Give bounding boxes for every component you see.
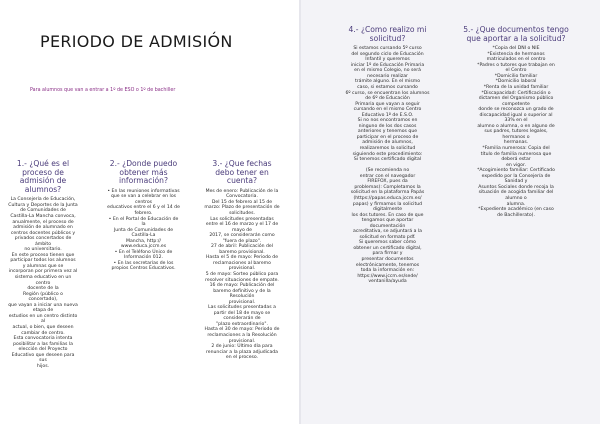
section-text-line: *Expediente académico (en caso (478, 207, 554, 213)
section-text-line: entrar con el navegador (359, 173, 416, 179)
section-text-line: Asuntos Sociales donde recoja la (478, 184, 554, 190)
section-text-line: 33% en el (504, 118, 528, 124)
section-text-line: Infantil y queremos (365, 57, 410, 63)
section-text-line: considerarán de (223, 316, 261, 322)
section-text-line: reclamaciones a la Resolución (207, 333, 277, 338)
section-text-line: situación de acogida familiar del (478, 190, 554, 196)
section-text-line: 6º curso, se encuentran los alumnos (345, 90, 430, 96)
section-text-line: *Discapacidad: Certificación o (481, 90, 551, 96)
section-text-line: el Centro (505, 68, 527, 74)
section-text-line: Castilla-La (131, 233, 156, 239)
section-more-information (107, 160, 180, 272)
section-text-line: propios Centros Educativos. (111, 266, 176, 272)
section-text-line: matriculados en el centro (486, 57, 546, 63)
section-text-line: *Familia numerosa: Copia del (482, 146, 550, 152)
section-text-line: y alumnas que se (22, 263, 64, 269)
section-text-line: trámite alguno. En el mismo (354, 79, 421, 85)
section-text-line: *Domicilio familiar (494, 73, 538, 79)
section-text-line: 5 de mayo: Sorteo público para (205, 271, 279, 277)
section-text-line: 2 de junio: Último día para (211, 344, 273, 350)
section-text-line: problemas): Completamos la (354, 184, 421, 190)
section-text-line: Mes de enero: Publicación de la (205, 188, 279, 194)
section-heading: 3.- ¿Que fechas debo tener en cuenta? (212, 159, 272, 186)
section-text-line: docente de la (27, 286, 59, 292)
section-text-line: Castilla-La Mancha convoca, (10, 214, 76, 220)
section-text-line: provisional. (228, 338, 256, 344)
section-text-line: • En las secretarías de los (113, 260, 174, 266)
section-text-line: alumno o alumna, o en alguno de (477, 123, 555, 129)
section-text-line: electrónicamente, tenemos (355, 262, 420, 268)
section-text-line: hermanas. (503, 140, 529, 146)
section-text-line: etapa de (32, 308, 54, 314)
section-text-line: posibilitar a las familias la (13, 341, 73, 347)
section-text-line: documentación (369, 223, 406, 229)
section-text-line: marzo: Plazo de presentación de (204, 205, 280, 211)
section-text-line: Si queremos saber cómo (359, 240, 416, 246)
section-heading: 5.- ¿Que documentos tengo que aportar a la solicitud? (463, 25, 569, 43)
section-text-line: necesario realizar (367, 73, 408, 79)
section-text-line: que vayan a iniciar una nueva (8, 302, 78, 308)
section-text-line: anteriores y tenemos que (357, 129, 418, 135)
section-text-line: iniciar 1º de Educación Primaria (350, 62, 425, 68)
section-text-line: estudios en un centro distinto al (8, 313, 78, 325)
section-required-documents (457, 26, 575, 218)
section-text-line: hijos. (36, 363, 50, 369)
section-text-line: *Existencia de hermanos (487, 51, 545, 57)
section-text-line: papas) y firmamos la solicitud (352, 201, 423, 207)
section-text-line: cambiar de centro. (21, 330, 65, 336)
section-text-line: Región (público o concertado), (23, 291, 63, 303)
section-text-line: Si estamos cursando 5º curso (353, 46, 422, 52)
section-text-line: Las solicitudes presentadas a (208, 305, 276, 311)
section-text-line: caso, si estamos cursando (357, 85, 418, 91)
section-text-line: en el proceso. (225, 355, 259, 361)
section-text-line: resolver situaciones de empate. (205, 277, 279, 283)
section-text-line: acreditativa, se adjuntará a la (353, 229, 422, 235)
section-text-line: entre el 16 de marzo y el 17 de (205, 222, 279, 228)
section-text-line: presentar documentos (361, 256, 414, 262)
section-text-line: discapacidad igual o superior al (479, 112, 553, 118)
section-text-line: solicitud en formato pdf. (359, 234, 416, 240)
section-text-line: "fuera de plazo". (222, 238, 262, 244)
section-how-to-apply (340, 26, 435, 285)
section-text-line: Primaria que vayan a seguir (355, 101, 420, 107)
section-text-line: partir del 18 de mayo se (213, 310, 271, 316)
section-text-line: • En las reuniones informativas (107, 188, 180, 194)
section-text-line: deberá estar (501, 157, 531, 163)
section-text-line: • En el Teléfono Único de (114, 249, 173, 255)
section-text-line: actual, o bien, que deseen (12, 324, 74, 330)
section-text-line: de Comunidades de (20, 208, 66, 214)
section-text-line: incorporan por primera vez al (8, 269, 78, 275)
section-admission-process (8, 160, 78, 369)
section-text-line: centros (134, 199, 153, 205)
section-text-line: elección del Proyecto (18, 347, 68, 353)
section-text-line: Educativo que deseen para sus (11, 352, 75, 364)
section-text-line: participar todos los alumnos (10, 258, 76, 264)
section-text-line: *Renta de la unidad familiar (483, 85, 549, 91)
section-text-line: ninguno de los dos casos (358, 123, 417, 129)
section-text-line: *Acogimiento familiar: Certificado (477, 168, 555, 174)
section-text-line: www.educa.jccm.es (120, 244, 167, 250)
section-text-line: Hasta el 5 de mayo: Periodo de (205, 255, 279, 261)
section-text-line: En este proceso tienen que (11, 252, 75, 258)
section-text-line: no universitario. (24, 247, 62, 253)
page-fold-divider (299, 0, 301, 424)
section-text-line: digitalmente (372, 207, 403, 213)
section-text-line: dictamen del Organismo público (478, 96, 554, 102)
section-text-line: del segundo ciclo de Educación (351, 51, 424, 57)
section-text-line: baremo provisional. (219, 249, 265, 255)
section-text-line: en el mismo Colegio, no será (354, 68, 421, 74)
section-text-line: 27 de abril: Publicación del (210, 244, 274, 250)
section-text-line: 2017, se considerarán como (209, 233, 275, 239)
section-text-line: título de familia numerosa que (480, 151, 552, 157)
section-text-line: mayo de (231, 227, 253, 233)
section-text-line: competente (502, 101, 530, 107)
section-text-line: sus padres, tutores legales, (484, 129, 548, 135)
section-text-line: Las solicitudes presentadas (210, 216, 274, 222)
section-text-line: sistema educativo en un centro (14, 275, 72, 286)
section-text-line: Convocatoria. (226, 194, 258, 200)
section-text-line: Resolución (229, 294, 255, 300)
section-text-line: anualmente, el proceso de (12, 219, 74, 225)
section-text-line: admisión de alumnos, (362, 140, 413, 146)
section-heading: 2.- ¿Donde puedo obtener más información? (109, 159, 178, 186)
section-text-line: para firmar y (372, 251, 403, 257)
section-text-line: realizaremos la solicitud (359, 146, 416, 152)
section-text-line: solicitudes. (229, 210, 255, 216)
section-text-line: • En el Portal de Educación de la (108, 216, 179, 228)
page-title: PERIODO DE ADMISIÓN (40, 32, 233, 51)
section-text-line: en vigor. (506, 162, 526, 168)
section-text-line: (https://papas.educa.jccm.es/ (353, 195, 422, 201)
section-text-line: Junta de Comunidades de (113, 227, 174, 233)
section-text-line: *Copia del DNI o NIE (492, 46, 540, 52)
section-text-line: privados concertados de ámbito (14, 236, 72, 247)
section-text-line: los dos tutores. En caso de que (351, 212, 424, 218)
section-text-line: Mancha, http:// (126, 238, 161, 244)
section-heading: 1.- ¿Qué es el proceso de admisión de alumnos? (16, 159, 70, 194)
section-text-line: Sanidad y (504, 179, 528, 185)
section-text-line: baremo definitivo y de la (213, 288, 271, 294)
section-text-line: Esta convocatoria intenta (13, 336, 73, 342)
section-text-line: (Se recomienda no (365, 168, 410, 174)
section-text-line: Información 012. (123, 255, 163, 261)
section-text-line: cursando en el mismo Centro (353, 107, 422, 113)
section-text-line: Hasta el 30 de mayo: Periodo de (204, 327, 280, 333)
section-text-line: centros docentes públicos y (10, 230, 76, 236)
section-text-line: ventanilla/ayuda (368, 279, 407, 285)
section-text-line: La Consejería de Educación, (10, 197, 76, 203)
section-text-line: de Bachillerato). (497, 212, 535, 218)
section-text-line: educativos entre el 6 y el 14 de (107, 205, 180, 211)
section-heading: 4.- ¿Como realizo mi solicitud? (348, 25, 427, 43)
section-text-line: Si tenemos certificado digital (353, 157, 422, 163)
section-text-line: obtener un certificado digital, (353, 245, 422, 251)
section-text-line: expedido por la Consejería de (481, 173, 551, 179)
section-text-line: febrero. (134, 210, 153, 216)
section-text-line: https://www.jccm.es/sede/ (357, 273, 418, 279)
section-text-line: alumno o (505, 195, 527, 201)
section-text-line: siguiendo este procedimiento: (352, 151, 423, 157)
page-subtitle: Para alumnos que van a entrar a 1º de ESO o 1º de bachiller (30, 88, 176, 93)
section-text-line: *Domicilio laboral (495, 79, 537, 85)
section-text-line: Del 15 de febrero al 15 de (211, 199, 273, 205)
section-key-dates (203, 160, 281, 361)
section-text-line: admisión de alumnado en (13, 225, 73, 231)
section-text-line: Si no nos encontramos en (357, 118, 418, 124)
section-text-line: de 6º de Educación (365, 96, 410, 102)
section-text-line: hermanos o (502, 134, 530, 140)
section-text-line: toda la información en: (360, 268, 415, 274)
section-text-line: alumna. (506, 201, 526, 207)
section-text-line: renunciar a la plaza adjudicada (205, 349, 279, 355)
section-text-line: provisional. (228, 299, 256, 305)
section-text-line: solicitud en la plataforma Papás (350, 190, 425, 196)
section-text-line: que se van a celebrar en los (110, 194, 177, 200)
section-text-line: Cultura y Deportes de la Junta (8, 202, 78, 208)
section-text-line: provisional. (228, 266, 256, 272)
section-text-line: tengamos que aportar (361, 218, 414, 224)
section-text-line: "plazo extraordinario". (216, 321, 268, 327)
section-text-line: Educativo 1º de E.S.O. (361, 112, 414, 118)
section-text-line: 16 de mayo: Publicación del (209, 283, 275, 289)
section-text-line: FIREFOX, pues da (367, 179, 408, 185)
section-text-line: *Padres o tutores que trabajan en (477, 62, 555, 68)
section-text-line: donde se reconozca un grado de (478, 107, 554, 113)
section-text-line: reclamaciones al baremo (213, 260, 271, 266)
section-text-line: participar en el proceso de (356, 134, 419, 140)
